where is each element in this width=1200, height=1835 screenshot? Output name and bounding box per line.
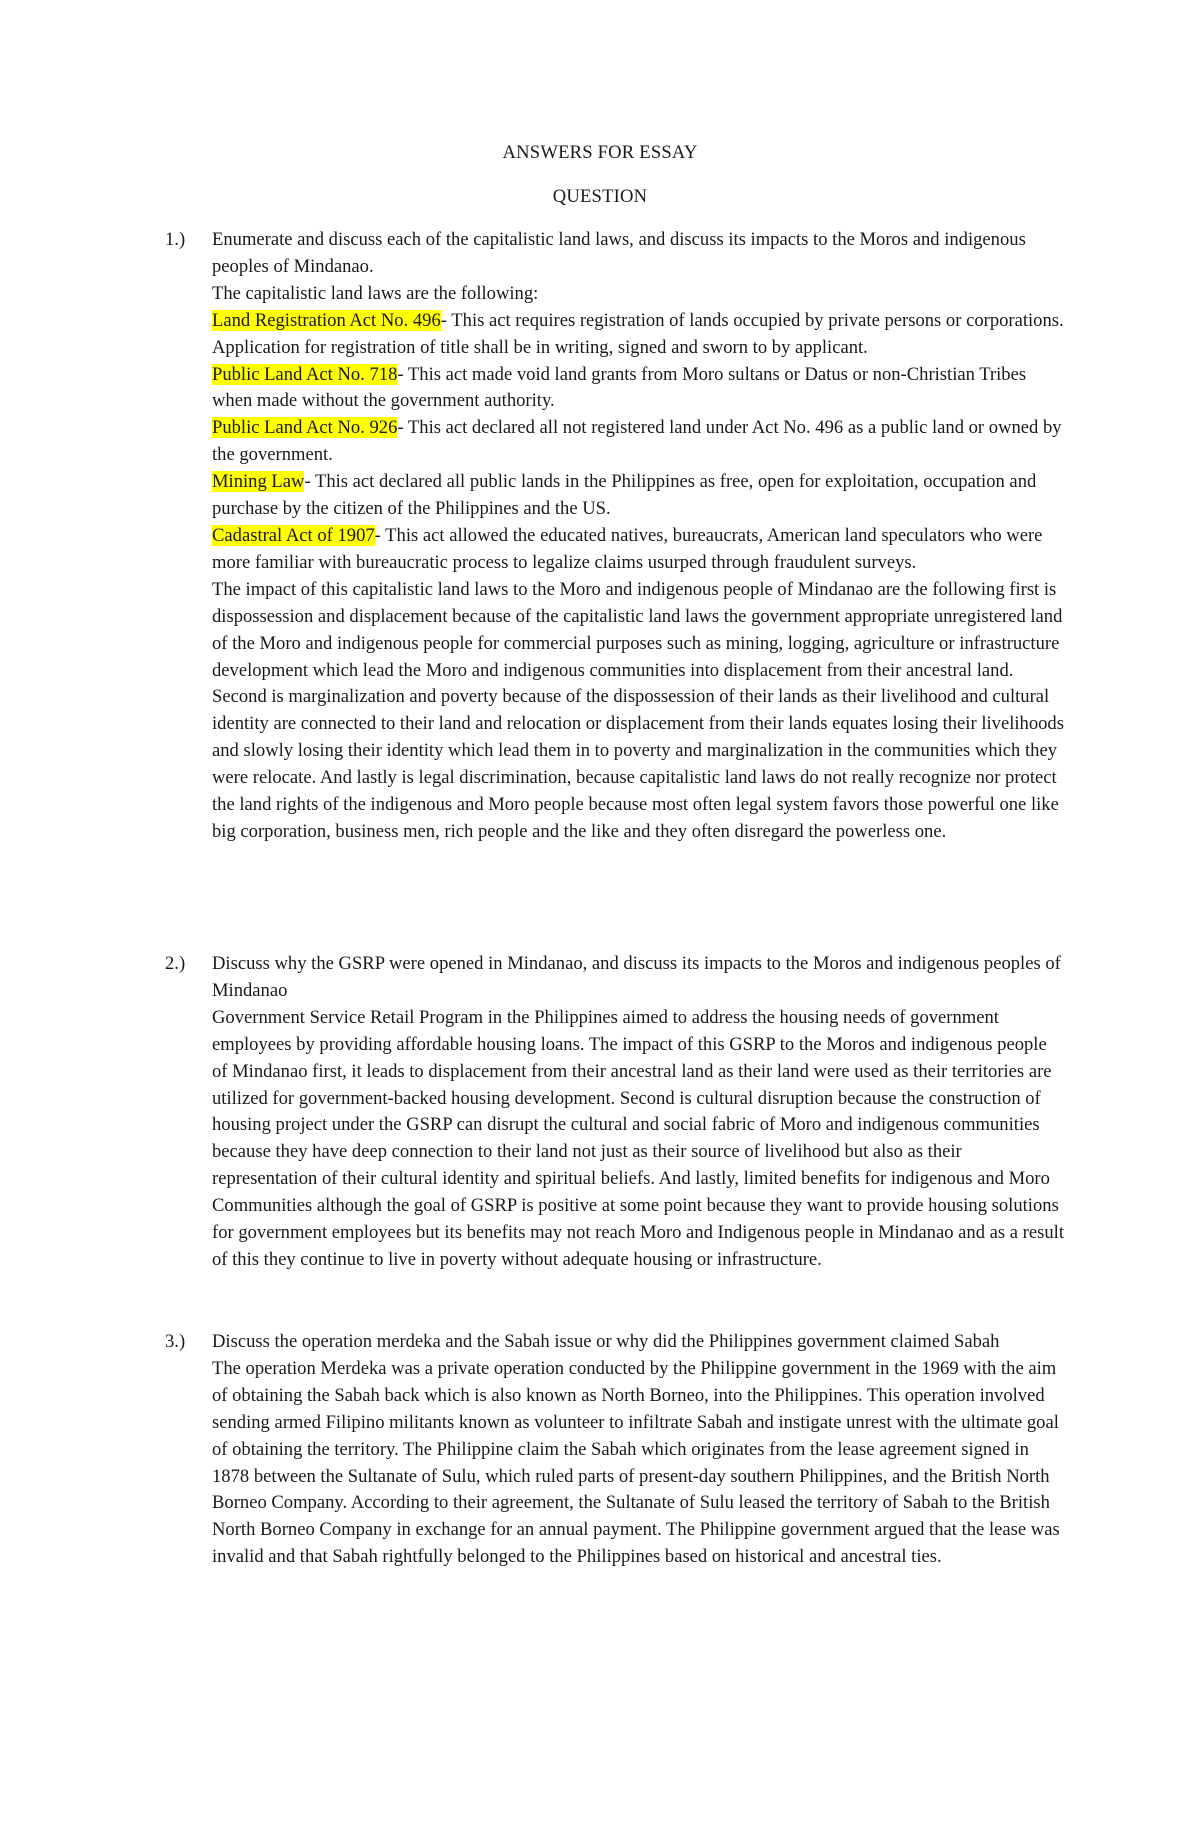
answer-paragraph: The operation Merdeka was a private operation conducted by the Philippine government in the 1969 with the aim of obtaining the Sabah back which is also known as North Borneo, into the Philippines. This operation involved sending armed Filipino militants known as volunteer to infiltrate Sabah and instigate unrest with the ultimate goal of obtaining the territory. The Philippine claim the Sabah which originates from the lease agreement signed in 1878 between the Sultanate of Sulu, which ruled parts of present-day southern Philippines, and the British North Borneo Company. According to their agreement, the Sultanate of Sulu leased the territory of Sabah to the British North Borneo Company in exchange for an annual payment. The Philippine government argued that the lease was invalid and that Sabah rightfully belonged to the Philippines based on historical and ancestral ties. [212,1357,1060,1568]
law-item [212,415,1065,469]
law-description: - This act allowed the educated natives, bureaucrats, American land speculators who were more familiar with bureaucratic process to legalize claims usurped through fraudulent surveys. [212,524,1043,573]
question-text: Discuss why the GSRP were opened in Mindanao, and discuss its impacts to the Moros and indigenous peoples of Mindanao [212,953,1061,1001]
law-name-highlight: Cadastral Act of 1907 [212,524,375,546]
answer-intro: The capitalistic land laws are the following: [212,282,539,304]
question-text: Discuss the operation merdeka and the Sabah issue or why did the Philippines government claimed Sabah [212,1331,1000,1352]
question-number: 1.) [165,229,186,250]
law-name-highlight: Public Land Act No. 718 [212,363,398,385]
document-title: ANSWERS FOR ESSAY [502,142,698,163]
question-number: 2.) [165,953,186,974]
question-content [212,951,1065,1274]
question-text: Enumerate and discuss each of the capitalistic land laws, and discuss its impacts to the Moros and indigenous peoples of Mindanao. [212,229,1026,277]
law-item [212,469,1065,523]
law-description: - This act declared all public lands in the Philippines as free, open for exploitation, occupation and purchase by the citizen of the Philippines and the US. [212,471,1037,520]
law-description: - This act made void land grants from Moro sultans or Datus or non-Christian Tribes when made without the government authority. [212,363,1027,412]
document-subtitle: QUESTION [552,186,648,207]
law-description: - This act declared all not registered land under Act No. 496 as a public land or owned by the government. [212,417,1062,466]
law-item [212,523,1065,577]
law-name-highlight: Public Land Act No. 926 [212,417,398,439]
law-name-highlight: Land Registration Act No. 496 [212,309,441,331]
law-description: - This act requires registration of lands occupied by private persons or corporations. Application for registration of title shall be in writing, signed and sworn to by applicant. [212,309,1064,358]
impact-paragraph: The impact of this capitalistic land laws to the Moro and indigenous people of Mindanao are the following first is dispossession and displacement because of the capitalistic land laws the government appropriate unregistered land of the Moro and indigenous people for commercial purposes such as mining, logging, agriculture or infrastructure development which lead the Moro and indigenous communities into displacement from their ancestral land. Second is marginalization and poverty because of the dispossession of their lands as their livelihood and cultural identity are connected to their land and relocation or displacement from their lands equates losing their livelihoods and slowly losing their identity which lead them in to poverty and marginalization in the communities which they were relocate. And lastly is legal discrimination, because capitalistic land laws do not really recognize nor protect the land rights of the indigenous and Moro people because most often legal system favors those powerful one like big corporation, business men, rich people and the like and they often disregard the powerless one. [212,578,1064,842]
law-item [212,308,1065,362]
law-name-highlight: Mining Law [212,471,305,493]
answer-paragraph: Government Service Retail Program in the Philippines aimed to address the housing needs of government employees by providing affordable housing loans. The impact of this GSRP to the Moros and indigenous people of Mindanao first, it leads to displacement from their ancestral land as their land were used as their territories are utilized for government-backed housing development. Second is cultural disruption because the construction of housing project under the GSRP can disrupt the cultural and social fabric of Moro and indigenous communities because they have deep connection to their land not just as their source of livelihood but also as their representation of their cultural identity and spiritual beliefs. And lastly, limited benefits for indigenous and Moro Communities although the goal of GSRP is positive at some point because they want to provide housing solutions for government employees but its benefits may not reach Moro and Indigenous people in Mindanao and as a result of this they continue to live in poverty without adequate housing or infrastructure. [212,1006,1064,1270]
question-content [212,227,1065,846]
question-content [212,1329,1065,1571]
question-number: 3.) [165,1331,186,1352]
law-item [212,362,1065,416]
